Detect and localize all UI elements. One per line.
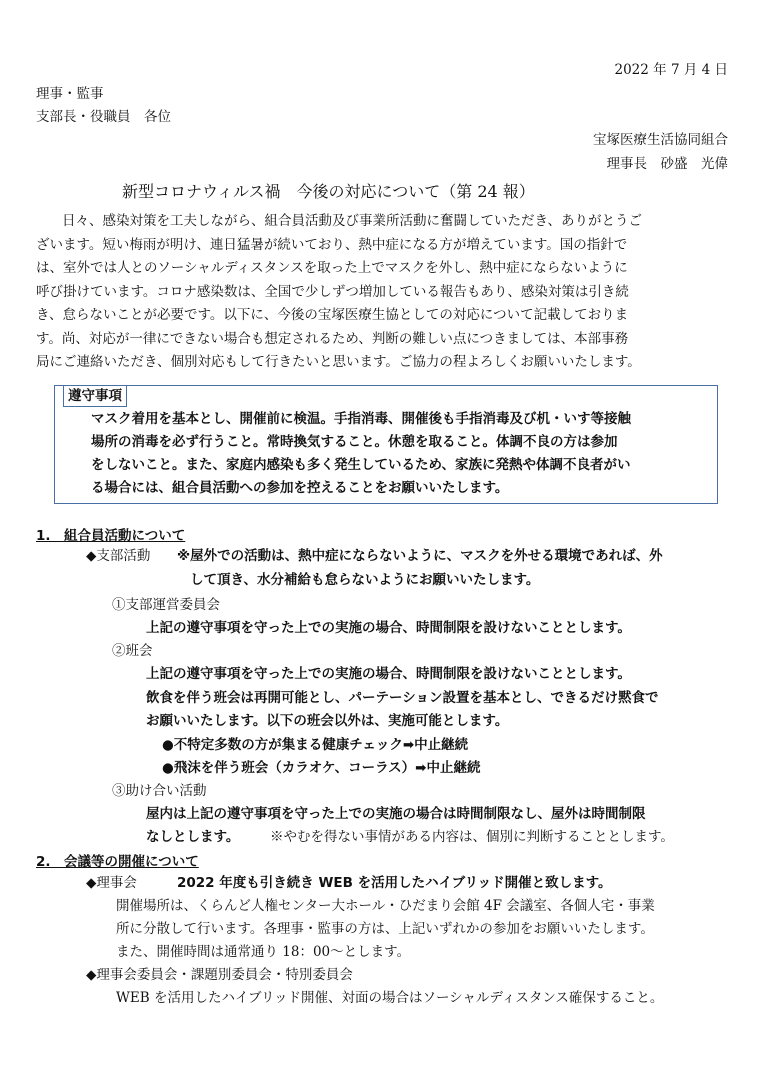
item-han-meeting-text: 上記の遵守事項を守った上での実施の場合、時間制限を設けないこととします。 [146, 666, 631, 682]
sender-name: 理事長 砂盛 光偉 [606, 156, 728, 172]
intro-paragraph [36, 210, 730, 375]
notice-line: をしないこと。また、家庭内感染も多く発生しているため、家族に発熱や体調不良者がい [91, 457, 631, 473]
intro-line: ざいます。短い梅雨が明け、連日猛暑が続いており、熱中症になる方が増えています。国の指針で [36, 236, 628, 253]
compliance-notice-body [91, 408, 631, 500]
intro-line: は、室外では人とのソーシャルディスタンスを取った上でマスクを外し、熱中症にならないように [36, 260, 628, 276]
intro-line: 日々、感染対策を工夫しながら、組合員活動及び事業所活動に奮闘していただき、ありがとうご [62, 213, 642, 229]
compliance-notice-box [54, 385, 718, 504]
intro-line: き、怠らないことが必要です。以下に、今後の宝塚医療生協としての対応について記載しておりま [36, 307, 629, 323]
intro-line: す。尚、対応が一律にできない場合も想定されるため、判断の難しい点につきましては、本部事務 [36, 330, 629, 347]
discontinued-item: ●飛沫を伴う班会（カラオケ、コーラス）➡中止継続 [162, 760, 481, 776]
board-meeting-label: ◆理事会 [86, 875, 137, 891]
committee-label: ◆理事会委員会・課題別委員会・特別委員会 [86, 967, 353, 983]
committee-line: WEB を活用したハイブリッド開催、対面の場合はソーシャルディスタンス確保すること。 [116, 990, 664, 1006]
notice-line: 場所の消毒を必ず行うこと。常時換気すること。休憩を取ること。体調不良の方は参加 [91, 434, 618, 450]
intro-line: 呼び掛けています。コロナ感染数は、全国で少しずつ増加している報告もあり、感染対策は引き続 [36, 283, 629, 300]
notice-line: マスク着用を基本とし、開催前に検温。手指消毒、開催後も手指消毒及び机・いす等接触 [91, 411, 631, 427]
notice-line: る場合には、組合員活動への参加を控えることをお願いいたします。 [91, 480, 509, 496]
item-branch-committee-text: 上記の遵守事項を守った上での実施の場合、時間制限を設けないこととします。 [146, 620, 631, 636]
item-mutual-aid-note: ※やむを得ない事情がある内容は、個別に判断することとします。 [270, 829, 674, 845]
item-mutual-aid-text: 屋内は上記の遵守事項を守った上での実施の場合は時間制限なし、屋外は時間制限 [146, 806, 646, 822]
sender-organization: 宝塚医療生活協同組合 [593, 132, 728, 148]
board-meeting-line: 開催場所は、くらんど人権センター大ホール・ひだまり会館 4F 会議室、各個人宅・事業 [116, 898, 655, 914]
item-mutual-aid-label: ③助け合い活動 [112, 783, 207, 799]
item-han-meeting-label: ②班会 [112, 643, 153, 659]
document-date: 2022 年 7 月 4 日 [614, 62, 728, 78]
compliance-notice-label: 遵守事項 [63, 385, 127, 407]
section-1-heading: 1. 組合員活動について [36, 528, 186, 544]
recipient-line-1: 理事・監事 [36, 86, 104, 102]
board-meeting-bold: 2022 年度も引き続き WEB を活用したハイブリッド開催と致します。 [177, 875, 612, 891]
board-meeting-line: また、開催時間は通常通り 18：00～とします。 [116, 944, 411, 960]
discontinued-item: ●不特定多数の方が集まる健康チェック➡中止継続 [162, 737, 469, 753]
branch-activity-line: ※屋外での活動は、熱中症にならないように、マスクを外せる環境であれば、外 [177, 548, 663, 564]
document-title: 新型コロナウィルス禍 今後の対応について（第 24 報） [122, 182, 535, 201]
board-meeting-line: 所に分散して行います。各理事・監事の方は、上記いずれかの参加をお願いいたします。 [116, 921, 654, 937]
branch-activity-line: して頂き、水分補給も怠らないようにお願いいたします。 [190, 572, 540, 588]
item-branch-committee-label: ①支部運営委員会 [112, 597, 220, 613]
section-2-heading: 2. 会議等の開催について [36, 854, 199, 870]
intro-line: 局にご連絡いただき、個別対応もして行きたいと思います。ご協力の程よろしくお願いいたします。 [36, 354, 641, 370]
recipient-line-2: 支部長・役職員 各位 [36, 109, 171, 125]
item-mutual-aid-text: なしとします。 [146, 829, 240, 845]
branch-activity-label: ◆支部活動 [86, 548, 151, 564]
item-han-meeting-text: お願いいたします。以下の班会以外は、実施可能とします。 [146, 713, 509, 729]
item-han-meeting-text: 飲食を伴う班会は再開可能とし、パーテーション設置を基本とし、できるだけ黙食で [146, 690, 659, 706]
